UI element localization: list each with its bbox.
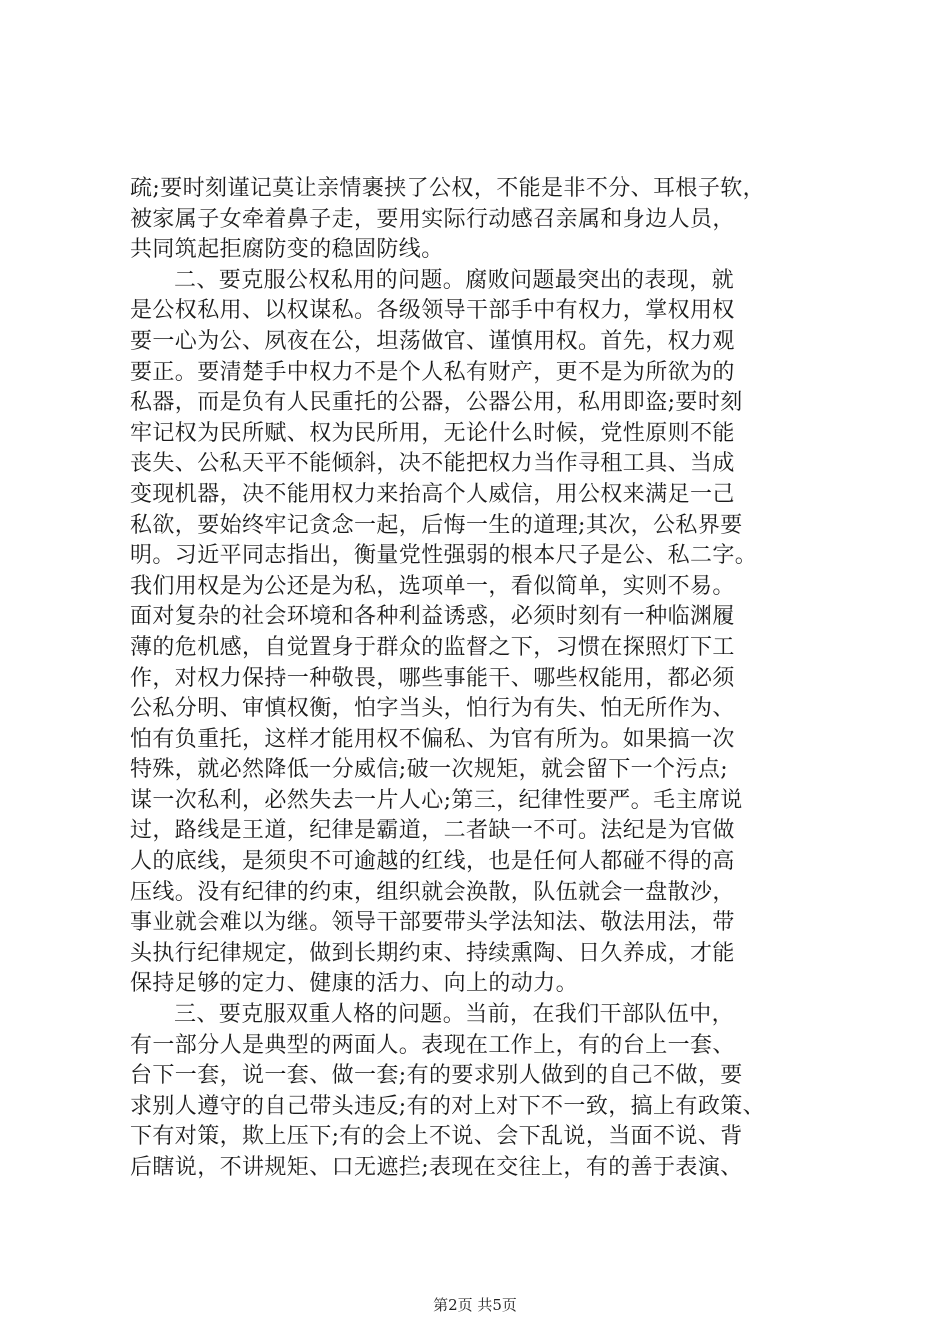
text-line: 头执行纪律规定，做到长期约束、持续熏陶、日久养成，才能 [130, 940, 735, 966]
text-line: 事业就会难以为继。领导干部要带头学法知法、敬法用法，带 [130, 910, 735, 936]
paragraph-start-line: 三、要克服双重人格的问题。当前，在我们干部队伍中， [174, 1002, 735, 1028]
text-line: 特殊，就必然降低一分威信;破一次规矩，就会留下一个污点; [130, 757, 729, 783]
paragraph-start-line: 二、要克服公权私用的问题。腐败问题最突出的表现，就 [174, 267, 735, 293]
document-body [130, 174, 830, 1184]
text-line: 有一部分人是典型的两面人。表现在工作上，有的台上一套、 [130, 1032, 735, 1058]
text-line: 明。习近平同志指出，衡量党性强弱的根本尺子是公、私二字。 [130, 543, 758, 569]
text-line: 牢记权为民所赋、权为民所用，无论什么时候，党性原则不能 [130, 420, 735, 446]
text-line: 作，对权力保持一种敬畏，哪些事能干、哪些权能用，都必须 [130, 665, 735, 691]
text-line: 怕有负重托，这样才能用权不偏私、为官有所为。如果搞一次 [130, 726, 735, 752]
text-line: 要一心为公、夙夜在公，坦荡做官、谨慎用权。首先，权力观 [130, 328, 735, 354]
text-line: 我们用权是为公还是为私，选项单一，看似简单，实则不易。 [130, 573, 735, 599]
text-line: 面对复杂的社会环境和各种利益诱惑，必须时刻有一种临渊履 [130, 604, 735, 630]
text-line: 丧失、公私天平不能倾斜，决不能把权力当作寻租工具、当成 [130, 451, 735, 477]
text-line: 变现机器，决不能用权力来抬高个人威信，用公权来满足一己 [130, 481, 735, 507]
text-line: 公私分明、审慎权衡，怕字当头，怕行为有失、怕无所作为、 [130, 696, 735, 722]
text-line: 人的底线，是须臾不可逾越的红线，也是任何人都碰不得的高 [130, 849, 735, 875]
text-line: 薄的危机感，自觉置身于群众的监督之下，习惯在探照灯下工 [130, 634, 735, 660]
text-line: 压线。没有纪律的约束，组织就会涣散，队伍就会一盘散沙， [130, 879, 735, 905]
text-line: 被家属子女牵着鼻子走，要用实际行动感召亲属和身边人员， [130, 206, 735, 232]
page-footer [0, 1295, 950, 1315]
text-line: 求别人遵守的自己带头违反;有的对上对下不一致，搞上有政策、 [130, 1093, 766, 1119]
text-line: 私器，而是负有人民重托的公器，公器公用，私用即盗;要时刻 [130, 390, 743, 416]
text-line: 下有对策，欺上压下;有的会上不说、会下乱说，当面不说、背 [130, 1124, 743, 1150]
text-line: 后瞎说，不讲规矩、口无遮拦;表现在交往上，有的善于表演、 [130, 1155, 743, 1180]
text-line: 台下一套，说一套、做一套;有的要求别人做到的自己不做，要 [130, 1063, 743, 1089]
text-line: 保持足够的定力、健康的活力、向上的动力。 [130, 971, 579, 997]
text-line: 过，路线是王道，纪律是霸道，二者缺一不可。法纪是为官做 [130, 818, 735, 844]
text-line: 私欲，要始终牢记贪念一起，后悔一生的道理;其次，公私界要 [130, 512, 743, 538]
text-line: 疏;要时刻谨记莫让亲情裹挟了公权，不能是非不分、耳根子软， [130, 176, 766, 201]
text-line: 是公权私用、以权谋私。各级领导干部手中有权力，掌权用权 [130, 298, 735, 324]
text-line: 要正。要清楚手中权力不是个人私有财产，更不是为所欲为的 [130, 359, 735, 385]
text-line: 共同筑起拒腐防变的稳固防线。 [130, 237, 444, 263]
page-number-label: 第2页 共5页 [433, 1296, 517, 1314]
text-line: 谋一次私利，必然失去一片人心;第三，纪律性要严。毛主席说 [130, 787, 743, 813]
